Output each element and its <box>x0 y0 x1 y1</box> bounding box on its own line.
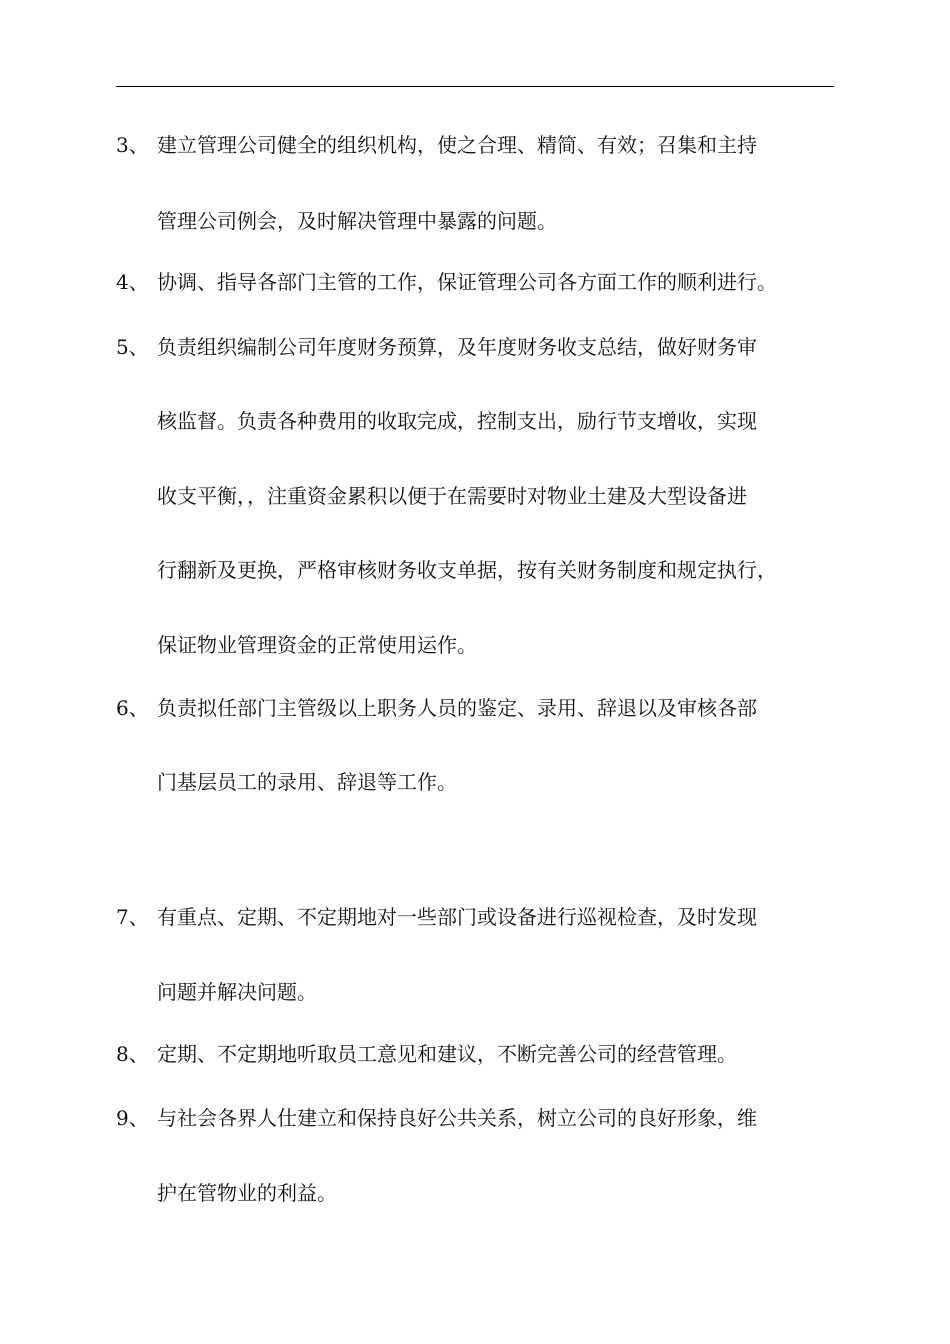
item-text-line: 协调、指导各部门主管的工作，保证管理公司各方面工作的顺利进行。 <box>157 270 777 294</box>
item-number: 5、 <box>116 335 149 359</box>
item-number: 8、 <box>116 1042 149 1066</box>
item-text-line: 核监督。负责各种费用的收取完成，控制支出，励行节支增收，实现 <box>157 409 757 433</box>
item-text-line: 建立管理公司健全的组织机构，使之合理、精简、有效；召集和主持 <box>157 133 757 157</box>
item-text-line: 负责组织编制公司年度财务预算，及年度财务收支总结，做好财务审 <box>157 335 757 359</box>
item-number: 3、 <box>116 133 149 157</box>
item-text-line: 管理公司例会，及时解决管理中暴露的问题。 <box>157 209 557 233</box>
item-text-line: 护在管物业的利益。 <box>157 1181 337 1205</box>
item-text-line: 行翻新及更换，严格审核财务收支单据，按有关财务制度和规定执行， <box>157 558 777 582</box>
header-rule <box>116 86 834 87</box>
item-text-line: 负责拟任部门主管级以上职务人员的鉴定、录用、辞退以及审核各部 <box>157 696 757 720</box>
item-text-line: 定期、不定期地听取员工意见和建议，不断完善公司的经营管理。 <box>157 1042 737 1066</box>
item-text-line: 与社会各界人仕建立和保持良好公共关系，树立公司的良好形象，维 <box>157 1106 757 1130</box>
item-text-line: 有重点、定期、不定期地对一些部门或设备进行巡视检查，及时发现 <box>157 905 757 929</box>
item-number: 9、 <box>116 1106 149 1130</box>
item-text-line: 收支平衡，，注重资金累积以便于在需要时对物业土建及大型设备进 <box>157 484 747 508</box>
item-text-line: 问题并解决问题。 <box>157 980 317 1004</box>
item-text-line: 保证物业管理资金的正常使用运作。 <box>157 633 477 657</box>
item-number: 7、 <box>116 905 149 929</box>
item-number: 4、 <box>116 270 149 294</box>
item-number: 6、 <box>116 696 149 720</box>
item-text-line: 门基层员工的录用、辞退等工作。 <box>157 770 457 794</box>
